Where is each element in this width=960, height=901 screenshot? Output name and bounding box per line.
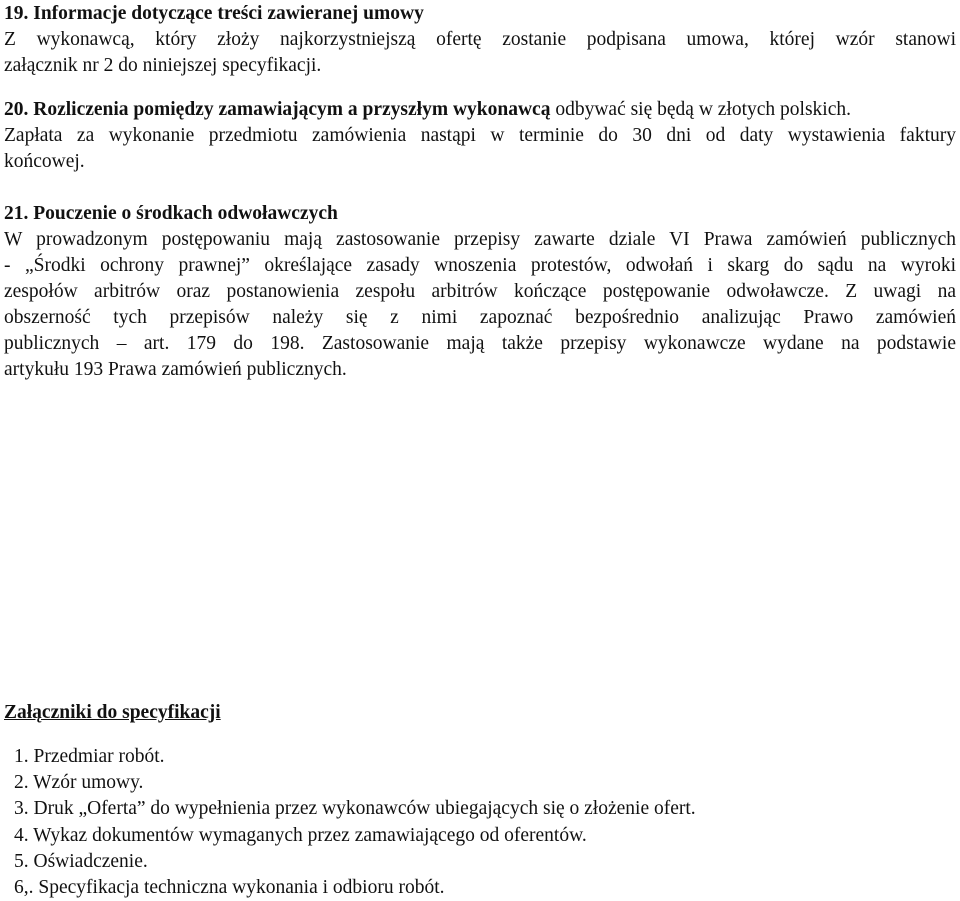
- section-19-heading: 19. Informacje dotyczące treści zawieranej umowy: [4, 3, 424, 24]
- attachments-section: [4, 700, 956, 726]
- attachment-item: 6,. Specyfikacja techniczna wykonania i odbioru robót.: [14, 876, 445, 898]
- section-20: [4, 97, 956, 175]
- section-21-line-1: W prowadzonym postępowaniu mają zastosowanie przepisy zawarte dziale VI Prawa zamówień publicznych: [4, 229, 956, 250]
- section-21-line-6: artykułu 193 Prawa zamówień publicznych.: [4, 359, 347, 380]
- section-20-heading-tail: odbywać się będą w złotych polskich.: [550, 99, 851, 120]
- section-19: [4, 1, 956, 79]
- section-21: [4, 201, 956, 383]
- attachments-list: [14, 744, 696, 901]
- section-21-heading: 21. Pouczenie o środkach odwoławczych: [4, 203, 338, 224]
- section-20-line-1: [4, 97, 956, 123]
- attachment-item: 5. Oświadczenie.: [14, 850, 148, 872]
- section-20-line-3: końcowej.: [4, 151, 85, 172]
- attachment-item: 2. Wzór umowy.: [14, 772, 144, 794]
- attachments-heading: Załączniki do specyfikacji: [4, 702, 221, 723]
- section-21-line-5: publicznych – art. 179 do 198. Zastosowanie mają także przepisy wykonawcze wydane na podstawie: [4, 333, 956, 354]
- section-20-line-2: Zapłata za wykonanie przedmiotu zamówienia nastąpi w terminie do 30 dni od daty wystawienia faktury: [4, 125, 956, 146]
- section-19-line-1: Z wykonawcą, który złoży najkorzystniejszą ofertę zostanie podpisana umowa, której wzór stanowi: [4, 29, 956, 50]
- attachment-item: 1. Przedmiar robót.: [14, 746, 165, 767]
- section-20-heading: 20. Rozliczenia pomiędzy zamawiającym a przyszłym wykonawcą: [4, 99, 551, 120]
- attachment-item: 3. Druk „Oferta” do wypełnienia przez wykonawców ubiegających się o złożenie ofert.: [14, 798, 696, 820]
- section-21-line-4: obszerność tych przepisów należy się z nimi zapoznać bezpośrednio analizując Prawo zamówień: [4, 307, 956, 328]
- section-19-line-2: załącznik nr 2 do niniejszej specyfikacji.: [4, 55, 322, 76]
- section-21-line-2: - „Środki ochrony prawnej” określające zasady wnoszenia protestów, odwołań i skarg do sądu na wyroki: [4, 255, 956, 276]
- section-21-line-3: zespołów arbitrów oraz postanowienia zespołu arbitrów kończące postępowanie odwoławcze. Z uwagi na: [4, 281, 956, 302]
- attachment-item: 4. Wykaz dokumentów wymaganych przez zamawiającego od oferentów.: [14, 824, 587, 846]
